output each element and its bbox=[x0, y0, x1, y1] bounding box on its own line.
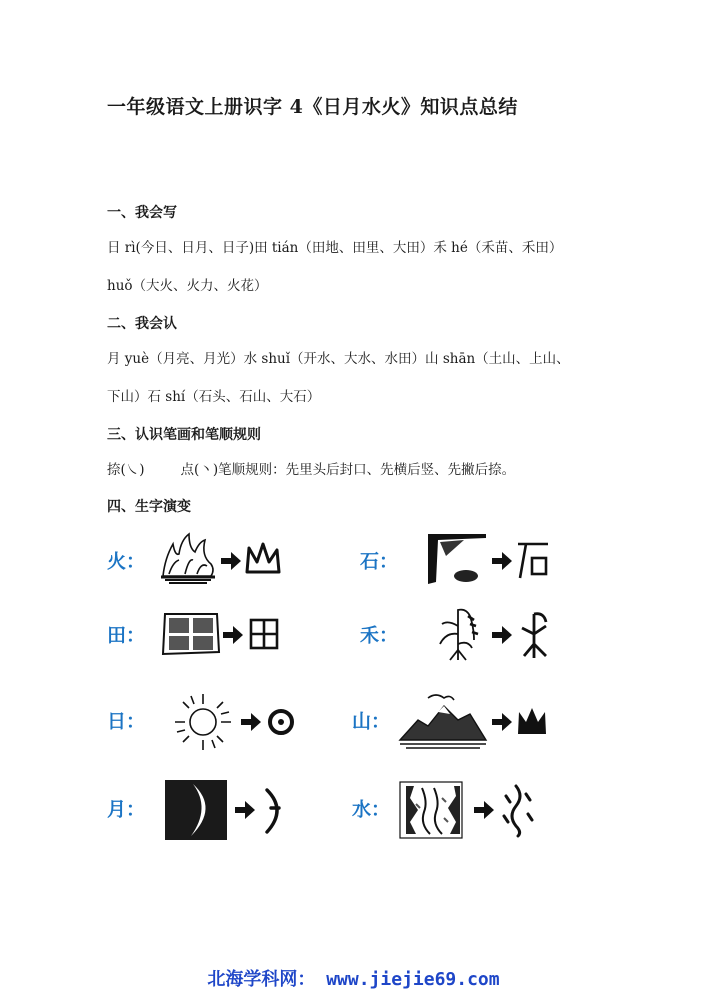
sun-ancient-glyph-icon bbox=[270, 711, 292, 733]
evolution-shui bbox=[352, 778, 562, 838]
evolution-label-shan: 山： bbox=[352, 710, 391, 733]
stroke-na: 捺(㇏) bbox=[107, 462, 145, 478]
field-ancient-glyph-icon bbox=[251, 620, 277, 648]
write-line-2: huǒ（大火、火力、火花） bbox=[107, 278, 268, 294]
write-line-1: 日 rì(今日、日月、日子)田 tián（田地、田里、大田）禾 hé（禾苗、禾田） bbox=[107, 240, 563, 256]
evolution-label-shui: 水： bbox=[352, 798, 391, 821]
evolution-label-tian: 田： bbox=[107, 624, 146, 647]
stone-evolution-drawing bbox=[424, 530, 552, 590]
recognize-line-2: 下山）石 shí（石头、石山、大石） bbox=[107, 389, 321, 405]
section-heading-recognize: 二、我会认 bbox=[107, 316, 177, 332]
stroke-dian-rule: 点(丶)笔顺规则：先里头后封口、先横后竖、先撇后捺。 bbox=[180, 462, 516, 478]
evolution-tian bbox=[107, 604, 297, 664]
grain-ancient-glyph-icon bbox=[522, 614, 546, 658]
evolution-yue bbox=[107, 778, 297, 838]
stone-picture-icon bbox=[428, 534, 486, 584]
evolution-label-yue: 月： bbox=[107, 798, 146, 821]
stroke-rule-line bbox=[107, 458, 515, 478]
grain-picture-icon bbox=[440, 610, 478, 660]
recognize-line-1: 月 yuè（月亮、月光）水 shuǐ（开水、大水、水田）山 shān（土山、上山、 bbox=[107, 351, 570, 367]
water-evolution-drawing bbox=[398, 778, 548, 842]
evolution-huo bbox=[107, 530, 297, 590]
evolution-he bbox=[360, 604, 560, 664]
field-evolution-drawing bbox=[159, 604, 287, 664]
mountain-picture-icon bbox=[400, 695, 486, 748]
sun-picture-icon bbox=[175, 694, 231, 750]
fire-evolution-drawing bbox=[159, 530, 287, 590]
evolution-label-shi: 石： bbox=[360, 550, 399, 573]
arrow-icon bbox=[492, 713, 512, 731]
arrow-icon bbox=[492, 626, 512, 644]
page-title: 一年级语文上册识字 4《日月水火》知识点总结 bbox=[107, 96, 518, 118]
water-picture-icon bbox=[400, 782, 462, 838]
fire-picture-icon bbox=[161, 534, 215, 583]
evolution-ri bbox=[107, 690, 297, 750]
evolution-label-huo: 火： bbox=[107, 550, 146, 573]
field-picture-icon bbox=[163, 614, 219, 654]
arrow-icon bbox=[223, 626, 243, 644]
arrow-icon bbox=[221, 552, 241, 570]
grain-evolution-drawing bbox=[430, 604, 558, 664]
footer-site: 北海学科网： www.jiejie69.com bbox=[207, 969, 500, 990]
mountain-ancient-glyph-icon bbox=[518, 708, 546, 734]
arrow-icon bbox=[235, 801, 255, 819]
fire-ancient-glyph-icon bbox=[247, 544, 279, 572]
arrow-icon bbox=[474, 801, 494, 819]
stone-ancient-glyph-icon bbox=[518, 544, 548, 578]
sun-evolution-drawing bbox=[159, 690, 309, 754]
section-heading-write: 一、我会写 bbox=[107, 205, 177, 221]
evolution-label-ri: 日： bbox=[107, 710, 146, 733]
water-ancient-glyph-icon bbox=[504, 786, 532, 836]
moon-picture-icon bbox=[165, 780, 227, 840]
section-heading-strokes: 三、认识笔画和笔顺规则 bbox=[107, 427, 261, 443]
moon-evolution-drawing bbox=[163, 778, 293, 842]
moon-ancient-glyph-icon bbox=[267, 790, 279, 832]
evolution-label-he: 禾： bbox=[360, 624, 399, 647]
arrow-icon bbox=[241, 713, 261, 731]
mountain-evolution-drawing bbox=[398, 690, 550, 754]
evolution-shan bbox=[352, 690, 562, 750]
section-heading-evolution: 四、生字演变 bbox=[107, 499, 191, 515]
arrow-icon bbox=[492, 552, 512, 570]
evolution-shi bbox=[360, 530, 560, 590]
